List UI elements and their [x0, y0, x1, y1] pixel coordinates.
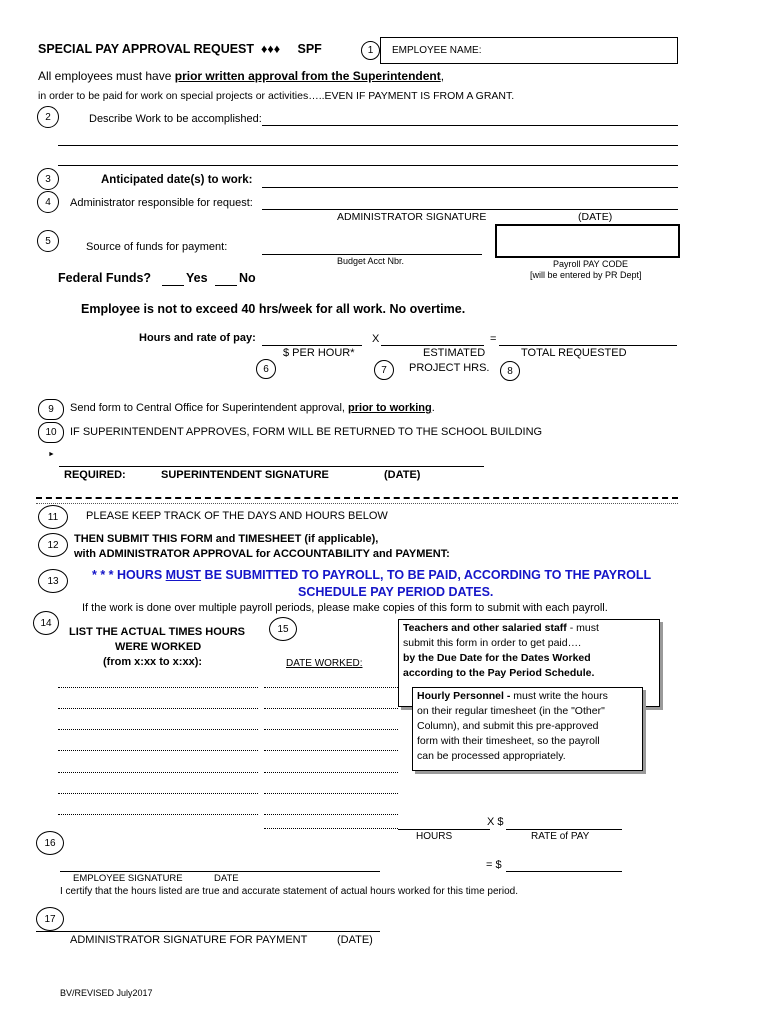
admin-payment-signature-line[interactable] — [36, 931, 380, 932]
step-11-marker: 11 — [38, 505, 68, 529]
revision-footer: BV/REVISED July2017 — [60, 988, 153, 998]
employee-name-label: EMPLOYEE NAME: — [392, 45, 482, 56]
date-row-5[interactable] — [264, 772, 398, 773]
rate-of-pay-line[interactable] — [506, 829, 622, 830]
project-hours-line[interactable] — [381, 345, 484, 346]
admin-date-caption: (DATE) — [578, 211, 613, 223]
times-row-2[interactable] — [58, 708, 258, 709]
per-hour-line[interactable] — [262, 345, 362, 346]
equals-sign: = — [490, 333, 497, 345]
step-13-marker: 13 — [38, 569, 68, 593]
hours-limit-notice: Employee is not to exceed 40 hrs/week for all work. No overtime. — [81, 302, 466, 316]
step-6-marker: 6 — [256, 359, 276, 379]
project-hrs-caption: PROJECT HRS. — [409, 362, 490, 374]
employee-date-caption: DATE — [214, 873, 239, 884]
intro-line-2: in order to be paid for work on special projects or activities…..EVEN IF PAYMENT IS FROM A GRANT. — [38, 90, 515, 102]
date-row-3[interactable] — [264, 729, 398, 730]
payroll-pay-code-field[interactable] — [495, 224, 680, 258]
total-hours-line[interactable] — [398, 829, 490, 830]
step-10-text: IF SUPERINTENDENT APPROVES, FORM WILL BE RETURNED TO THE SCHOOL BUILDING — [70, 426, 543, 438]
per-hour-caption: $ PER HOUR* — [283, 347, 355, 359]
step-16-marker: 16 — [36, 831, 64, 855]
times-row-7[interactable] — [58, 814, 258, 815]
times-sign: X — [372, 333, 380, 345]
step-8-marker: 8 — [500, 361, 520, 381]
superintendent-signature-caption: SUPERINTENDENT SIGNATURE — [161, 469, 329, 481]
step-13-line-2: SCHEDULE PAY PERIOD DATES. — [298, 585, 494, 599]
certification-statement: I certify that the hours listed are true and accurate statement of actual hours worked for this time period. — [60, 886, 519, 897]
step-12-line-2: with ADMINISTRATOR APPROVAL for ACCOUNTABILITY and PAYMENT: — [74, 548, 450, 560]
multi-period-note: If the work is done over multiple payroll periods, please make copies of this form to submit with each payroll. — [82, 602, 608, 614]
describe-work-label: Describe Work to be accomplished: — [89, 113, 262, 125]
describe-work-line-2[interactable] — [58, 145, 678, 146]
source-of-funds-label: Source of funds for payment: — [86, 241, 228, 253]
total-requested-caption: TOTAL REQUESTED — [521, 347, 627, 359]
rate-of-pay-caption: RATE of PAY — [531, 831, 590, 842]
step-10-marker: 10 — [38, 422, 64, 443]
list-times-line-3: (from x:xx to x:xx): — [103, 656, 203, 668]
date-row-2[interactable] — [264, 708, 398, 709]
federal-no-blank[interactable] — [215, 285, 237, 286]
times-row-1[interactable] — [58, 687, 258, 688]
hours-rate-label: Hours and rate of pay: — [139, 332, 256, 344]
admin-payment-signature-caption: ADMINISTRATOR SIGNATURE FOR PAYMENT — [70, 934, 308, 946]
date-row-7[interactable] — [264, 814, 398, 815]
employee-signature-caption: EMPLOYEE SIGNATURE — [73, 873, 183, 884]
step-13-line-1: * * * HOURS MUST BE SUBMITTED TO PAYROLL, TO BE PAID, ACCORDING TO THE PAYROLL — [92, 568, 652, 582]
required-label: REQUIRED: — [64, 469, 126, 481]
step-11-text: PLEASE KEEP TRACK OF THE DAYS AND HOURS BELOW — [86, 510, 388, 522]
hours-caption: HOURS — [416, 831, 453, 842]
step-5-marker: 5 — [37, 230, 59, 252]
form-title: SPECIAL PAY APPROVAL REQUEST ♦♦♦ SPF — [38, 42, 322, 56]
payroll-note: [will be entered by PR Dept] — [530, 270, 642, 280]
intro-line-1: All employees must have prior written approval from the Superintendent, — [38, 69, 445, 83]
x-dollar-sign: X $ — [487, 816, 504, 828]
payroll-pay-code-caption: Payroll PAY CODE — [553, 259, 629, 269]
federal-no-label: No — [239, 271, 256, 285]
step-4-marker: 4 — [37, 191, 59, 213]
times-row-5[interactable] — [58, 772, 258, 773]
hourly-note-box: Hourly Personnel - must write the hours on their regular timesheet (in the "Other" Column), and submit this pre-approved form with their timesheet, so the payroll can be processed appropriately. — [412, 687, 643, 771]
date-row-6[interactable] — [264, 793, 398, 794]
date-row-8[interactable] — [264, 828, 398, 829]
budget-acct-line[interactable] — [262, 254, 482, 255]
step-2-marker: 2 — [37, 106, 59, 128]
list-times-line-1: LIST THE ACTUAL TIMES HOURS — [69, 626, 245, 638]
cut-line-divider — [36, 497, 678, 499]
superintendent-date-caption: (DATE) — [384, 469, 421, 481]
step-3-marker: 3 — [37, 168, 59, 190]
step-9-marker: 9 — [38, 399, 64, 420]
describe-work-line-3[interactable] — [58, 165, 678, 166]
step-15-marker: 15 — [269, 617, 297, 641]
date-row-1[interactable] — [264, 687, 398, 688]
step-9-text: Send form to Central Office for Superintendent approval, prior to working. — [70, 402, 435, 414]
times-row-6[interactable] — [58, 793, 258, 794]
administrator-responsible-label: Administrator responsible for request: — [70, 197, 253, 209]
employee-signature-line[interactable] — [60, 871, 380, 872]
total-pay-line[interactable] — [506, 871, 622, 872]
step-12-line-1: THEN SUBMIT THIS FORM and TIMESHEET (if applicable), — [74, 533, 379, 545]
estimated-caption: ESTIMATED — [423, 347, 486, 359]
times-row-4[interactable] — [58, 750, 258, 751]
total-requested-line[interactable] — [499, 345, 677, 346]
teachers-note-box: Teachers and other salaried staff - must submit this form in order to get paid…. by the Due Date for the Dates Worked according to the Pay Period Schedule. — [398, 619, 660, 707]
superintendent-signature-line[interactable] — [59, 466, 484, 467]
step-14-marker: 14 — [33, 611, 59, 635]
equals-dollar-sign: = $ — [486, 859, 502, 871]
federal-yes-blank[interactable] — [162, 285, 184, 286]
anticipated-dates-label: Anticipated date(s) to work: — [101, 174, 253, 186]
date-row-4[interactable] — [264, 750, 398, 751]
arrow-marker-icon: ► — [48, 451, 55, 458]
step-7-marker: 7 — [374, 360, 394, 380]
step-1-marker: 1 — [361, 41, 380, 60]
admin-payment-date-caption: (DATE) — [337, 934, 373, 946]
date-worked-header: DATE WORKED: — [286, 658, 363, 669]
federal-yes-label: Yes — [186, 271, 208, 285]
administrator-signature-line[interactable] — [262, 209, 678, 210]
anticipated-dates-line[interactable] — [262, 187, 678, 188]
budget-acct-caption: Budget Acct Nbr. — [337, 256, 405, 266]
times-row-3[interactable] — [58, 729, 258, 730]
federal-funds-question: Federal Funds? — [58, 271, 152, 285]
step-17-marker: 17 — [36, 907, 64, 931]
administrator-signature-caption: ADMINISTRATOR SIGNATURE — [337, 211, 487, 223]
step-12-marker: 12 — [38, 533, 68, 557]
cut-line-divider-2 — [36, 503, 678, 504]
list-times-line-2: WERE WORKED — [115, 641, 202, 653]
describe-work-line-1[interactable] — [262, 125, 678, 126]
